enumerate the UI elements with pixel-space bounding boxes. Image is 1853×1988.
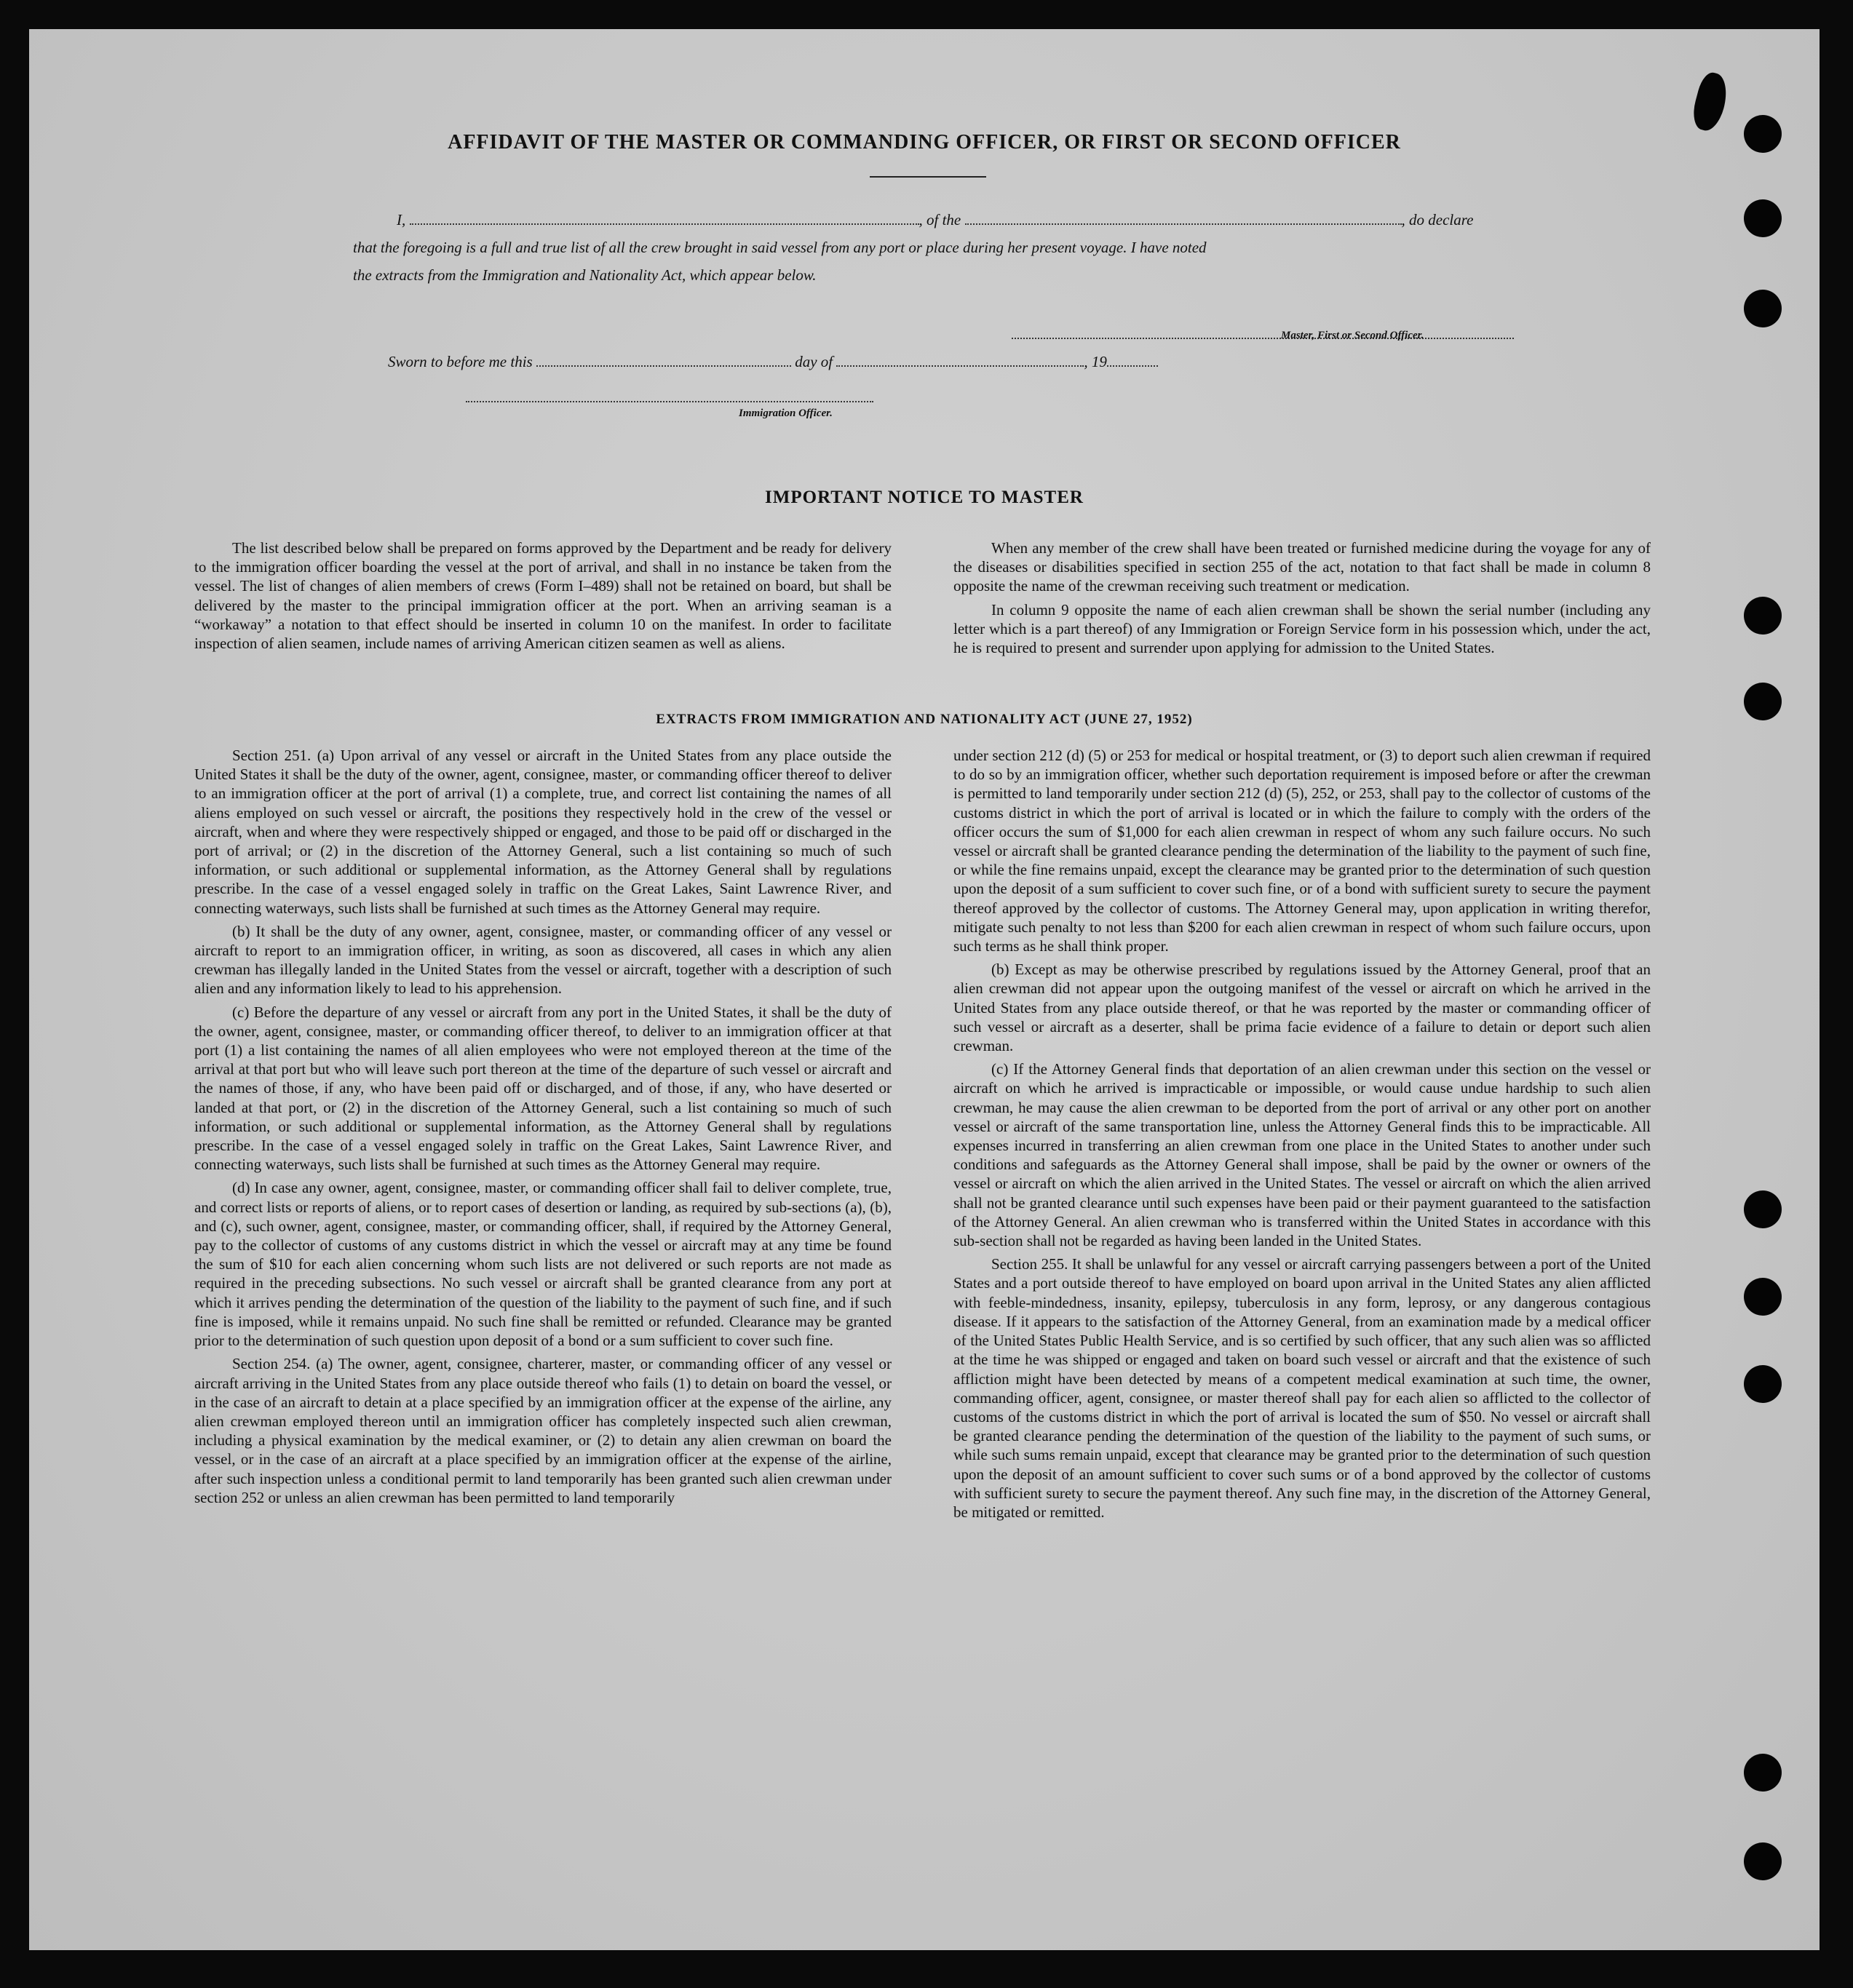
notice-right-paragraph-1: When any member of the crew shall have been treated or furnished medicine during the voyage for any of the diseases or disabilities specified in section 255 of the act, notation to that fact shall be made in column 8 opposite the name of the crewman receiving such treatment or medication. <box>953 539 1651 595</box>
notice-left-paragraph: The list described below shall be prepared on forms approved by the Department and be ready for delivery to the immigration officer boarding the vessel at the port of arrival, and shall in no instance be taken from the vessel. The list of changes of alien members of crews (Form I–489) shall not be retained on board, but shall be delivered by the master to the principal immigration officer at the port. When an arriving seaman is a “workaway” a notation to that effect should be inserted in column 10 on the manifest. In order to facilitate inspection of alien seamen, include names of arriving American citizen seamen as well as aliens. <box>194 539 892 653</box>
affidavit-declaration-line <box>397 210 1473 229</box>
notice-right-column <box>953 538 1651 661</box>
sworn-month-field[interactable] <box>836 351 1084 367</box>
notice-title: IMPORTANT NOTICE TO MASTER <box>765 488 1084 507</box>
sworn-line <box>388 351 1158 371</box>
title-rule <box>870 176 986 178</box>
extract-paragraph: (c) If the Attorney General finds that deportation of an alien crewman under this section on the vessel or aircraft on which he arrived is impracticable or impossible, or would cause undue hardship to such alien crewman, he may cause the alien crewman to be deported from the port of arrival or any other port on another vessel or aircraft of the same transportation line, unless the Attorney General finds this to be impracticable. All expenses incurred in transferring an alien crewman from one place in the United States to another under such conditions and safeguards as the Attorney General shall impose, shall be paid by the owner or owners of the vessel or aircraft on which the alien arrived in the United States. The vessel or aircraft on which the alien arrived shall not be granted clearance until such expenses have been paid or their payment guaranteed to the satisfaction of the Attorney General. An alien crewman who is transferred within the United States in accordance with this sub-section shall not be regarded as having been landed in the United States. <box>953 1060 1651 1250</box>
do-declare-label: , do declare <box>1401 210 1474 228</box>
punch-hole <box>1744 1190 1782 1228</box>
extract-paragraph: (c) Before the departure of any vessel or aircraft from any port in the United States, it shall be the duty of the owner, agent, consignee, master, or commanding officer thereof, to deliver to an immigration officer at that port (1) a list containing the names of all alien employees who were not employed thereon at the time of the arrival at that port but who will leave such port thereon at the time of the departure of such vessel or aircraft and the names of those, if any, who have been paid off or discharged, and of those, if any, who have deserted or landed at that port, or (2) in the discretion of the Attorney General, such a list containing so much of such information, or such additional or supplemental information, as the Attorney General shall by regulations prescribe. In the case of a vessel engaged solely in traffic on the Great Lakes, Saint Lawrence River, and connecting waterways, such lists shall be furnished at such times as the Attorney General may require. <box>194 1003 892 1174</box>
punch-hole <box>1744 290 1782 327</box>
sworn-year-field[interactable] <box>1107 351 1158 367</box>
officer-signature-line[interactable] <box>466 391 873 402</box>
extracts-right-column <box>953 746 1651 1526</box>
punch-hole <box>1744 1278 1782 1316</box>
officer-signature-label: Immigration Officer. <box>739 407 833 419</box>
document-page <box>29 29 1820 1950</box>
extract-paragraph: Section 251. (a) Upon arrival of any vessel or aircraft in the United States from any place outside the United States it shall be the duty of the owner, agent, consignee, master, or commanding officer thereof to deliver to an immigration officer at the port of arrival (1) a complete, true, and correct list containing the names of all aliens employed on such vessel or aircraft, the positions they respectively hold in the crew of the vessel or aircraft, when and where they were respectively shipped or engaged, and those to be paid off or discharged in the port of arrival; or (2) in the discretion of the Attorney General, such a list containing so much of such information, or such additional or supplemental information, as the Attorney General shall by regulations prescribe. In the case of a vessel engaged solely in traffic on the Great Lakes, Saint Lawrence River, and connecting waterways, such lists shall be furnished at such times as the Attorney General may require. <box>194 747 892 917</box>
extract-paragraph: (b) Except as may be otherwise prescribed by regulations issued by the Attorney General, proof that an alien crewman did not appear upon the outgoing manifest of the vessel or aircraft on which he arrived in the United States from any place outside thereof, or that he was reported by the master or commanding officer of such vessel or aircraft as a deserter, shall be prima facie evidence of a failure to detain or deport such alien crewman. <box>953 961 1651 1055</box>
punch-hole <box>1744 199 1782 237</box>
sworn-label: Sworn to before me this <box>388 352 533 370</box>
notice-right-paragraph-2: In column 9 opposite the name of each alien crewman shall be shown the serial number (including any letter which is a part thereof) of any Immigration or Foreign Service form in his possession which, under the act, he is required to present and surrender upon applying for admission to the United States. <box>953 600 1651 657</box>
extract-paragraph: under section 212 (d) (5) or 253 for medical or hospital treatment, or (3) to deport such alien crewman if required to do so by an immigration officer, whether such deportation requirement is imposed before or after the crewman is permitted to land temporarily under section 212 (d) (5), 252, or 253, shall pay to the collector of customs of the customs district in which the port of arrival is located or in which the failure to comply with the orders of the officer occurs the sum of $1,000 for each alien crewman in respect of whom any such failure occurs. No such vessel or aircraft shall be granted clearance pending the determination of the liability to the payment of such fine, or while the fine remains unpaid, except the clearance may be granted prior to the determination of such question upon the deposit of a sum sufficient to cover such fine, or of a bond with sufficient surety to secure the payment thereof approved by the collector of customs. The Attorney General may, upon application in writing therefor, mitigate such penalty to not less than $200 for each alien crewman in respect of whom such failure occurs, upon such terms as he shall think proper. <box>953 747 1651 955</box>
ink-blot <box>1689 70 1731 134</box>
punch-hole <box>1744 1365 1782 1403</box>
extract-paragraph: (d) In case any owner, agent, consignee, master, or commanding officer shall fail to deliver complete, true, and correct lists or reports of aliens, or to report cases of desertion or landing, as required by sub-sections (a), (b), and (c), such owner, agent, consignee, master, or commanding officer, shall, if required by the Attorney General, pay to the collector of customs of any customs district in which the vessel or aircraft may at any time be found the sum of $10 for each alien concerning whom such lists are not delivered or such reports are not made as required in the preceding subsections. No such vessel or aircraft shall be granted clearance from any port at which it arrives pending the determination of the question of the liability to the payment of such fine, and if such fine is imposed, while it remains unpaid. No such fine shall be remitted or refunded. Clearance may be granted prior to the determination of such question upon deposit of a bond or a sum sufficient to cover such fine. <box>194 1179 892 1350</box>
year-label: , 19 <box>1084 352 1107 370</box>
master-signature-label: Master, First or Second Officer. <box>1281 330 1424 341</box>
sworn-day-field[interactable] <box>536 351 791 367</box>
i-label: I, <box>397 210 406 228</box>
vessel-field[interactable] <box>965 210 1402 225</box>
extract-paragraph: (b) It shall be the duty of any owner, agent, consignee, master, or commanding officer of any vessel or aircraft to report to an immigration officer, in writing, as soon as discovered, all cases in which any alien crewman has illegally landed in the United States from the vessel or aircraft, together with a description of such alien and any information likely to lead to his apprehension. <box>194 922 892 998</box>
notice-left-column <box>194 538 892 657</box>
name-field[interactable] <box>410 210 919 225</box>
master-signature-line[interactable] <box>1012 327 1514 339</box>
punch-hole <box>1744 1842 1782 1880</box>
extracts-title: EXTRACTS FROM IMMIGRATION AND NATIONALITY ACT (JUNE 27, 1952) <box>656 712 1193 727</box>
extract-paragraph: Section 254. (a) The owner, agent, consignee, charterer, master, or commanding officer of any vessel or aircraft arriving in the United States from any place outside thereof who fails (1) to detain on board the vessel, or in the case of an aircraft to detain at a place specified by an immigration officer at the expense of the airline, any alien crewman employed thereon until an immigration officer has completely inspected such alien crewman, including a physical examination by the medical examiner, or (2) to detain any alien crewman on board the vessel, or in the case of an aircraft at a place specified by an immigration officer at the expense of the airline, after such inspection unless a conditional permit to land temporarily has been granted such alien crewman under section 252 or unless an alien crewman has been permitted to land temporarily <box>194 1355 892 1506</box>
affidavit-line-2: that the foregoing is a full and true list of all the crew brought in said vessel from any port or place during her present voyage. I have noted <box>353 239 1207 256</box>
affidavit-title: AFFIDAVIT OF THE MASTER OR COMMANDING OFFICER, OR FIRST OR SECOND OFFICER <box>448 131 1401 154</box>
punch-hole <box>1744 597 1782 635</box>
extracts-left-column <box>194 746 892 1511</box>
day-of-label: day of <box>795 352 833 370</box>
of-the-label: , of the <box>918 210 961 228</box>
punch-hole <box>1744 1754 1782 1792</box>
extract-paragraph: Section 255. It shall be unlawful for any vessel or aircraft carrying passengers between a port of the United States and a port outside thereof to have employed on board upon arrival in the United States any alien afflicted with feeble-mindedness, insanity, epilepsy, tuberculosis in any form, leprosy, or any dangerous contagious disease. If it appears to the satisfaction of the Attorney General, from an examination made by a medical officer of the United States Public Health Service, and is so certified by such officer, that any such alien was so afflicted at the time he was shipped or engaged and taken on board such vessel or aircraft and that the existence of such affliction might have been detected by means of a competent medical examination at such time, the owner, commanding officer, agent, consignee, or master thereof shall pay for each alien so afflicted to the collector of customs of the customs district in which the port of arrival is located the sum of $50. No vessel or aircraft shall be granted clearance pending the determination of the question of the liability to the payment of such sums, or while such sums remain unpaid, except that clearance may be granted prior to the determination of such question upon the deposit of an amount sufficient to cover such sums or of a bond approved by the collector of customs with sufficient surety to secure the payment thereof. Any such fine may, in the discretion of the Attorney General, be mitigated or remitted. <box>953 1255 1651 1521</box>
affidavit-line-3: the extracts from the Immigration and Nationality Act, which appear below. <box>353 266 817 284</box>
